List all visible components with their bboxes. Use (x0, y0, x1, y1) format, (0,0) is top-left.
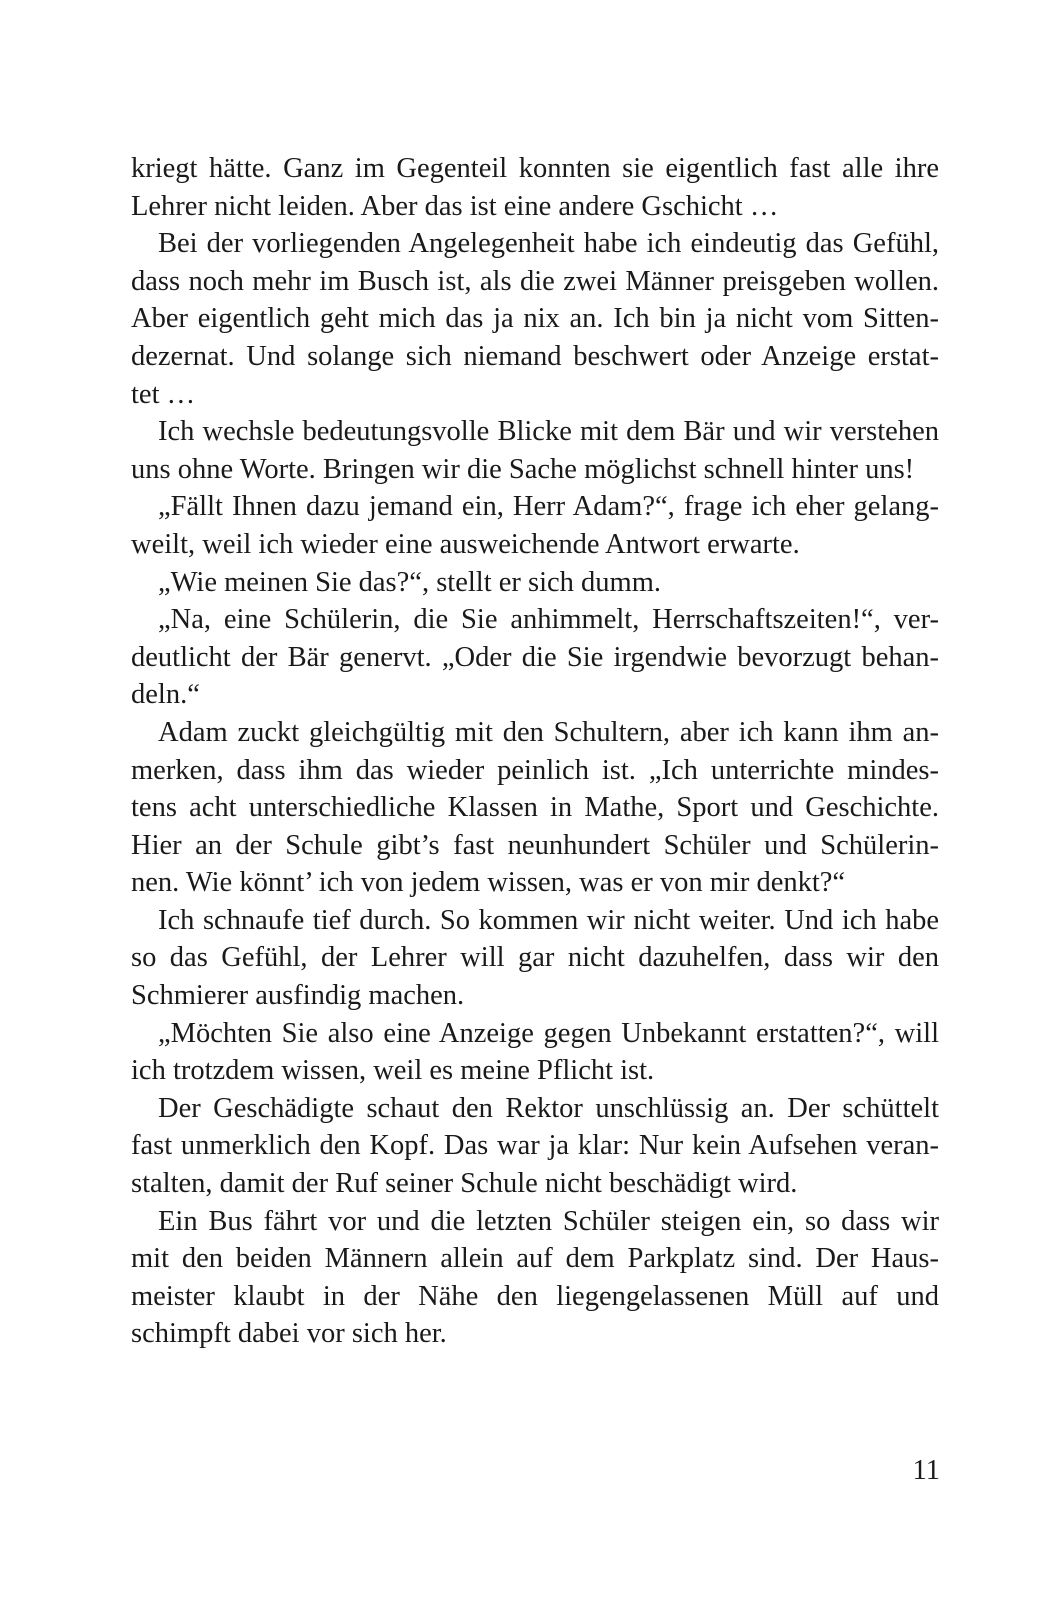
text-line: tens acht unterschiedliche Klassen in Mathe, Sport und Geschichte. (131, 792, 939, 824)
text-line: tet … (131, 378, 196, 410)
text-line: uns ohne Worte. Bringen wir die Sache möglichst schnell hinter uns! (131, 453, 915, 485)
text-line: kriegt hätte. Ganz im Gegenteil konnten sie eigentlich fast alle ihre (131, 153, 939, 184)
text-line: nen. Wie könnt’ ich von jedem wissen, was er von mir denkt?“ (131, 867, 846, 899)
text-line: ich trotzdem wissen, weil es meine Pflicht ist. (131, 1055, 655, 1087)
text-line: dezernat. Und solange sich niemand beschwert oder Anzeige erstat- (131, 340, 939, 372)
text-line: Lehrer nicht leiden. Aber das ist eine andere Gschicht … (131, 190, 779, 222)
text-line: Der Geschädigte schaut den Rektor unschlüssig an. Der schüttelt (158, 1092, 939, 1124)
text-line: merken, dass ihm das wieder peinlich ist. „Ich unterrichte mindes- (131, 754, 939, 786)
text-line: Bei der vorliegenden Angelegenheit habe ich eindeutig das Gefühl, (158, 228, 939, 260)
text-line: Schmierer ausfindig machen. (131, 980, 465, 1012)
text-line: mit den beiden Männern allein auf dem Parkplatz sind. Der Haus- (131, 1243, 939, 1275)
text-line: „Na, eine Schülerin, die Sie anhimmelt, Herrschaftszeiten!“, ver- (158, 604, 939, 636)
text-line: fast unmerklich den Kopf. Das war ja klar: Nur kein Aufsehen veran- (131, 1130, 939, 1162)
text-line: so das Gefühl, der Lehrer will gar nicht dazuhelfen, dass wir den (131, 942, 939, 974)
body-text (131, 150, 939, 1353)
text-line: Hier an der Schule gibt’s fast neunhundert Schüler und Schülerin- (131, 829, 939, 861)
text-line: deln.“ (131, 679, 200, 711)
text-line: „Möchten Sie also eine Anzeige gegen Unbekannt erstatten?“, will (158, 1017, 939, 1049)
text-line: deutlicht der Bär genervt. „Oder die Sie irgendwie bevorzugt behan- (131, 641, 939, 673)
text-line: „Wie meinen Sie das?“, stellt er sich dumm. (158, 566, 661, 598)
text-line: „Fällt Ihnen dazu jemand ein, Herr Adam?“, frage ich eher gelang- (158, 491, 939, 523)
text-line: dass noch mehr im Busch ist, als die zwei Männer preisgeben wollen. (131, 265, 939, 297)
text-line: meister klaubt in der Nähe den liegengelassenen Müll auf und (131, 1280, 939, 1312)
text-line: stalten, damit der Ruf seiner Schule nicht beschädigt wird. (131, 1168, 798, 1200)
text-line: weilt, weil ich wieder eine ausweichende Antwort erwarte. (131, 528, 800, 560)
text-line: schimpft dabei vor sich her. (131, 1318, 447, 1350)
page-number: 11 (912, 1455, 940, 1486)
text-line: Aber eigentlich geht mich das ja nix an. Ich bin ja nicht vom Sitten- (131, 303, 939, 335)
text-line: Adam zuckt gleichgültig mit den Schultern, aber ich kann ihm an- (158, 716, 939, 748)
text-line: Ein Bus fährt vor und die letzten Schüler steigen ein, so dass wir (158, 1205, 939, 1237)
text-line: Ich wechsle bedeutungsvolle Blicke mit dem Bär und wir verstehen (158, 416, 939, 448)
text-line: Ich schnaufe tief durch. So kommen wir nicht weiter. Und ich habe (158, 904, 939, 936)
